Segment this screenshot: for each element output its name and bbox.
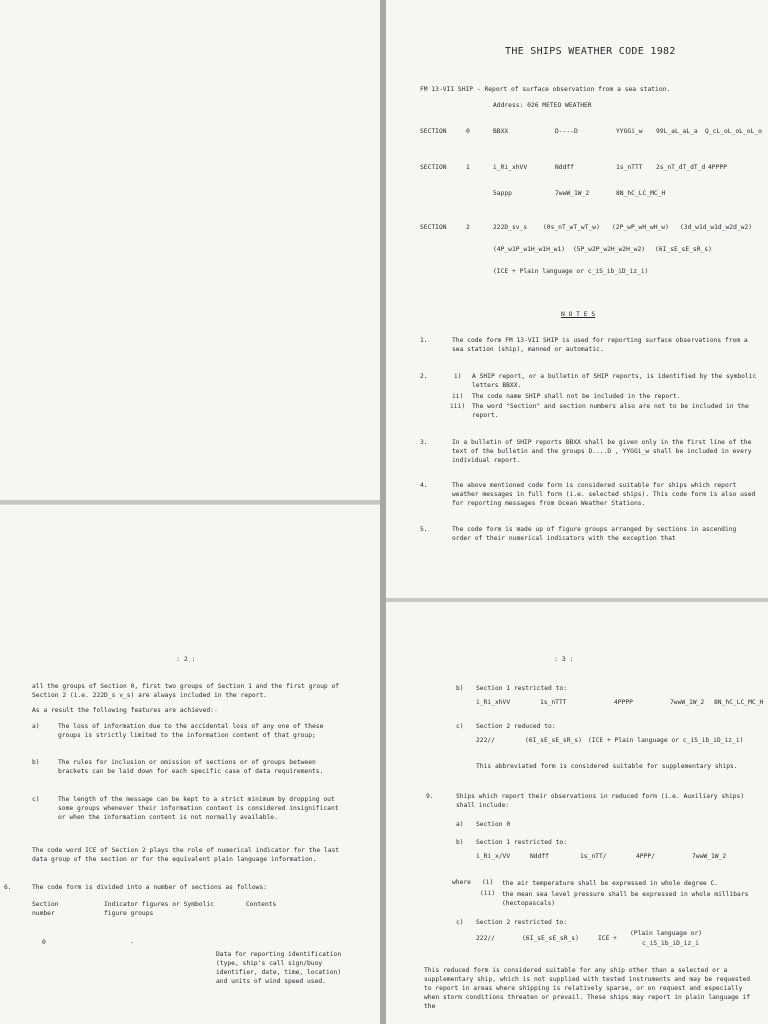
item-b-text-p3: Section 1 restricted to:: [476, 685, 567, 692]
item-a-text: The loss of information due to the accidental loss of any one of these groups is strictly limited to the information content of that group;: [58, 723, 324, 739]
b2-group-1: i_Ri_x/VV: [476, 853, 511, 860]
item-a-label-p3: a): [456, 821, 464, 828]
note-2-i-label: i): [454, 373, 462, 380]
note-2-iii-label: iii): [450, 403, 466, 410]
note-1-number: 1.: [420, 337, 428, 344]
section-2-group-8: (ICE + Plain language or c_iS_ib_iD_iz_i): [493, 268, 649, 275]
table-row-section: 0: [42, 939, 46, 946]
abbreviated-form-text: This abbreviated form is considered suitable for supplementary ships.: [476, 763, 738, 770]
c-group-3: (ICE + Plain language or c_iS_ib_iD_iz_i): [588, 737, 744, 744]
table-header-indicator: Indicator figures or Symbolic figure groups: [104, 901, 214, 917]
note-3-text: In a bulletin of SHIP reports BBXX shall be given only in the first line of the text of the bulletin and the groups D....D , YYGGi_w shall be included in every individual report.: [452, 439, 752, 464]
where-ii-text: the mean sea level pressure shall be expressed in whole millibars (hectopascals): [502, 891, 749, 907]
section-1-group-6: 5appp: [493, 190, 512, 197]
b2-group-3: 1s_nTT/: [580, 853, 607, 860]
table-header-section: Section number: [32, 901, 59, 917]
item-a-text-p3: Section 0: [476, 821, 511, 828]
section-2-group-5: (4P_w1P_w1H_w1H_w1): [493, 246, 566, 253]
section-2-group-2: (0s_nT_wT_wT_w): [543, 224, 600, 231]
where-i-label: (i): [482, 879, 494, 886]
book-spine: [380, 0, 386, 1024]
item-b2-label-p3: b): [456, 839, 464, 846]
where-label: where: [452, 879, 471, 886]
section-1-group-8: 8N_hC_LC_MC_H: [616, 190, 666, 197]
page-number-2: : 2 :: [176, 655, 196, 663]
b-group-2: 1s_nTTT: [540, 699, 567, 706]
section-1-label: SECTION: [420, 164, 447, 171]
note-6-number: 6.: [4, 884, 12, 891]
c-group-1: 222//: [476, 737, 495, 744]
document-title: THE SHIPS WEATHER CODE 1982: [505, 46, 676, 57]
section-2-group-3: (2P_wP_wH_wH_w): [612, 224, 669, 231]
section-1-group-3: 1s_nTTT: [616, 164, 643, 171]
section-0-number: 0: [466, 128, 470, 135]
item-c-text-p3: Section 2 reduced to:: [476, 723, 556, 730]
note-9-number: 9.: [426, 793, 434, 800]
reduced-form-text: This reduced form is considered suitable for any ship other than a selected or a supplementary ship, which is not supplied with tested instruments and may be requested to report in areas where shipping is relatively sparse, or on request and especially when storm conditions threaten or prevail. These ships may report in plain language if the: [424, 967, 751, 1010]
where-i-text: the air temperature shall be expressed in whole degree C.: [502, 880, 719, 887]
section-0-group-4: 99L_aL_aL_a: [656, 128, 698, 135]
fm-line: FM 13-VII SHIP - Report of surface observation from a sea station.: [420, 86, 671, 93]
b-group-3: 4PPPP: [614, 699, 633, 706]
note-2-ii-label: ii): [452, 393, 464, 400]
note-2-iii-text: The word "Section" and section numbers also are not to be included in the report.: [472, 403, 749, 419]
note-9-text: Ships which report their observations in reduced form (i.e. Auxiliary ships) shall include:: [456, 793, 745, 809]
item-c2-label-p3: c): [456, 919, 464, 926]
code-word-paragraph: The code word ICE of Section 2 plays the role of numerical indicator for the last data group of the section or for the equivalent plain language information.: [32, 847, 340, 863]
b-group-5: 8N_hC_LC_MC_H: [714, 699, 764, 706]
section-2-group-1: 222D_sv_s: [493, 224, 528, 231]
section-1-group-1: i_Ri_xhVV: [493, 164, 528, 171]
section-1-group-4: 2s_nT_dT_dT_d: [656, 164, 706, 171]
item-c-text: The length of the message can be kept to a strict minimum by dropping out some groups whenever their information content is considered insignificant or when the information content is not normally available.: [58, 796, 339, 821]
c2-group-2: (6I_sE_sE_sR_s): [522, 935, 579, 942]
b-group-4: 7wwW_1W_2: [670, 699, 705, 706]
note-4-text: The above mentioned code form is considered suitable for ships which report weather messages in full form (i.e. selected ships). This code form is also used for reporting messages from Ocean Weather Stations.: [452, 482, 756, 507]
intro-paragraph: all the groups of Section 0, first two groups of Section 1 and the first group of Section 2 (i.e. 222D_s v_s) are always included in the report.: [32, 683, 340, 699]
section-0-group-3: YYGGi_w: [616, 128, 643, 135]
c-group-2: (6I_sE_sE_sR_s): [525, 737, 582, 744]
note-6-text: The code form is divided into a number of sections as follows:: [32, 884, 268, 891]
item-c2-text-p3: Section 2 restricted to:: [476, 919, 567, 926]
b-group-1: i_Ri_xhVV: [476, 699, 511, 706]
section-1-number: 1: [466, 164, 470, 171]
item-b-label: b): [32, 759, 40, 766]
section-0-group-5: Q_cL_oL_oL_oL_o: [705, 128, 762, 135]
section-2-group-7: (6I_sE_sE_sR_s): [655, 246, 712, 253]
c2-group-5: c_iS_ib_iD_iz_i: [642, 940, 699, 947]
page-number-3: : 3 :: [554, 655, 574, 663]
right-page-bottom: [386, 602, 768, 1024]
c2-group-4: (Plain language or): [630, 930, 703, 937]
section-0-group-1: BBXX: [493, 128, 509, 135]
note-5-number: 5.: [420, 526, 428, 533]
c2-group-3: ICE +: [598, 935, 617, 942]
item-a-label: a): [32, 723, 40, 730]
table-row-indicator: -: [130, 939, 134, 946]
page-gap-left: [0, 500, 380, 504]
section-2-number: 2: [466, 224, 470, 231]
note-2-number: 2.: [420, 373, 428, 380]
b2-group-2: Nddff: [530, 853, 549, 860]
section-0-group-2: D----D: [555, 128, 578, 135]
item-b2-text-p3: Section 1 restricted to:: [476, 839, 567, 846]
item-b-label-p3: b): [456, 685, 464, 692]
section-1-group-7: 7wwW_1W_2: [555, 190, 590, 197]
section-0-label: SECTION: [420, 128, 447, 135]
note-4-number: 4.: [420, 482, 428, 489]
section-1-group-5: 4PPPP: [708, 164, 727, 171]
b2-group-5: 7wwW_1W_2: [692, 853, 727, 860]
note-2-ii-text: The code name SHIP shall not be included in the report.: [472, 393, 681, 400]
item-c-label: c): [32, 796, 40, 803]
left-page-top: [0, 0, 380, 500]
note-2-i-text: A SHIP report, or a bulletin of SHIP reports, is identified by the symbolic letters BBXX.: [472, 373, 757, 389]
table-header-contents: Contents: [246, 901, 277, 908]
address-line: Address: 026 METEO WEATHER: [493, 102, 592, 109]
section-1-group-2: Nddff: [555, 164, 574, 171]
item-c-label-p3: c): [456, 723, 464, 730]
notes-heading: N O T E S: [561, 311, 596, 318]
table-row-contents: Data for reporting identification (type, ship's call sign/buoy identifier, date, time, location) and units of wind speed used.: [216, 951, 342, 985]
section-2-group-6: (5P_w2P_w2H_w2H_w2): [573, 246, 646, 253]
item-b-text: The rules for inclusion or omission of sections or of groups between brackets can be laid down for each specific case of data requirements.: [58, 759, 324, 775]
result-line: As a result the following features are achieved:-: [32, 707, 218, 714]
page-gap-right: [386, 598, 768, 602]
section-2-group-4: (3d_w1d_w1d_w2d_w2): [680, 224, 753, 231]
b2-group-4: 4PPP/: [636, 853, 655, 860]
where-ii-label: (ii): [480, 890, 496, 897]
note-5-text: The code form is made up of figure groups arranged by sections in ascending order of their numerical indicators with the exception that: [452, 526, 737, 542]
note-1-text: The code form FM 13-VII SHIP is used for reporting surface observations from a sea station (ship), manned or automatic.: [452, 337, 748, 353]
section-2-label: SECTION: [420, 224, 447, 231]
c2-group-1: 222//: [476, 935, 495, 942]
note-3-number: 3.: [420, 439, 428, 446]
